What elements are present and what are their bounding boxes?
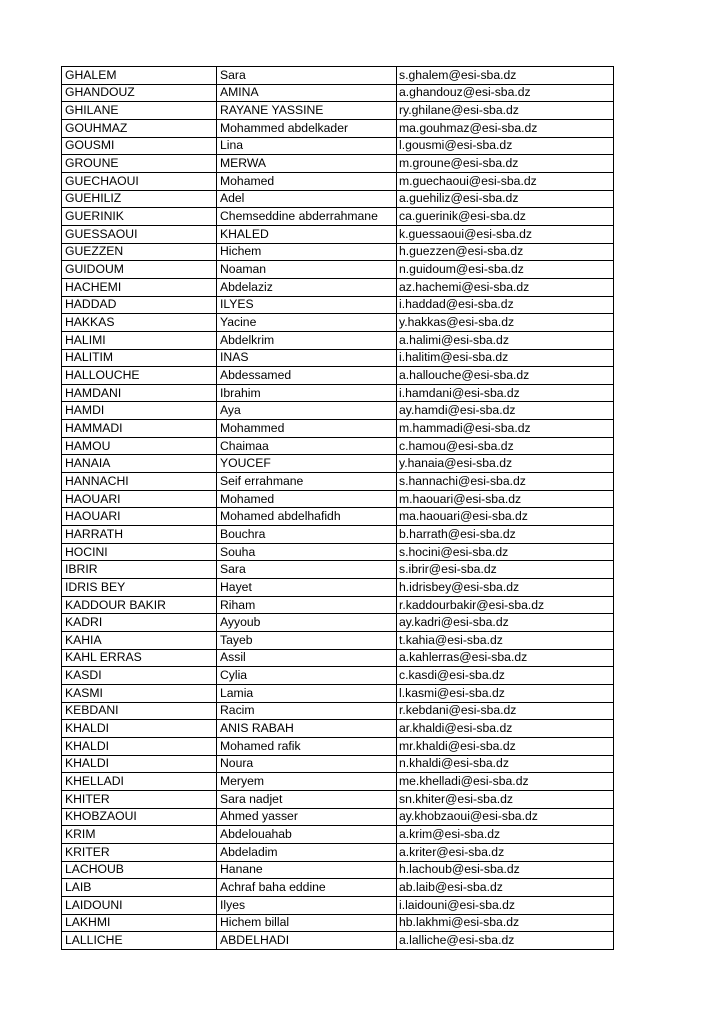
last-name-cell: HALIMI xyxy=(62,331,217,349)
first-name-cell: Chaimaa xyxy=(217,437,397,455)
table-row xyxy=(62,879,614,897)
table-row xyxy=(62,790,614,808)
first-name-cell: Mohammed xyxy=(217,420,397,438)
student-table xyxy=(61,66,614,950)
email-cell: h.guezzen@esi-sba.dz xyxy=(397,243,614,261)
table-row xyxy=(62,755,614,773)
first-name-cell: Bouchra xyxy=(217,526,397,544)
table-row xyxy=(62,932,614,950)
first-name-cell: Mohammed abdelkader xyxy=(217,119,397,137)
table-row xyxy=(62,526,614,544)
email-cell: i.halitim@esi-sba.dz xyxy=(397,349,614,367)
table-row xyxy=(62,172,614,190)
first-name-cell: Cylia xyxy=(217,667,397,685)
email-cell: a.kriter@esi-sba.dz xyxy=(397,843,614,861)
email-cell: y.hanaia@esi-sba.dz xyxy=(397,455,614,473)
first-name-cell: Ilyes xyxy=(217,896,397,914)
last-name-cell: HAMMADI xyxy=(62,420,217,438)
last-name-cell: GHILANE xyxy=(62,102,217,120)
table-row xyxy=(62,614,614,632)
last-name-cell: KASDI xyxy=(62,667,217,685)
last-name-cell: GUIDOUM xyxy=(62,261,217,279)
last-name-cell: KAHIA xyxy=(62,632,217,650)
table-row xyxy=(62,737,614,755)
first-name-cell: Noaman xyxy=(217,261,397,279)
email-cell: hb.lakhmi@esi-sba.dz xyxy=(397,914,614,932)
table-row xyxy=(62,119,614,137)
last-name-cell: HADDAD xyxy=(62,296,217,314)
first-name-cell: Yacine xyxy=(217,314,397,332)
last-name-cell: HOCINI xyxy=(62,543,217,561)
table-row xyxy=(62,67,614,85)
last-name-cell: HACHEMI xyxy=(62,278,217,296)
last-name-cell: KADRI xyxy=(62,614,217,632)
last-name-cell: HANNACHI xyxy=(62,473,217,491)
last-name-cell: KHALDI xyxy=(62,720,217,738)
email-cell: a.krim@esi-sba.dz xyxy=(397,826,614,844)
email-cell: c.kasdi@esi-sba.dz xyxy=(397,667,614,685)
first-name-cell: Souha xyxy=(217,543,397,561)
table-row xyxy=(62,102,614,120)
last-name-cell: KRITER xyxy=(62,843,217,861)
email-cell: m.groune@esi-sba.dz xyxy=(397,155,614,173)
table-row xyxy=(62,649,614,667)
email-cell: ar.khaldi@esi-sba.dz xyxy=(397,720,614,738)
table-row xyxy=(62,278,614,296)
first-name-cell: Hayet xyxy=(217,579,397,597)
last-name-cell: KHALDI xyxy=(62,755,217,773)
last-name-cell: HAOUARI xyxy=(62,490,217,508)
email-cell: i.haddad@esi-sba.dz xyxy=(397,296,614,314)
first-name-cell: Racim xyxy=(217,702,397,720)
email-cell: a.hallouche@esi-sba.dz xyxy=(397,367,614,385)
email-cell: s.hannachi@esi-sba.dz xyxy=(397,473,614,491)
last-name-cell: HAMOU xyxy=(62,437,217,455)
last-name-cell: GHALEM xyxy=(62,67,217,85)
table-row xyxy=(62,667,614,685)
first-name-cell: Sara nadjet xyxy=(217,790,397,808)
table-row xyxy=(62,861,614,879)
first-name-cell: Mohamed rafik xyxy=(217,737,397,755)
email-cell: l.gousmi@esi-sba.dz xyxy=(397,137,614,155)
email-cell: a.halimi@esi-sba.dz xyxy=(397,331,614,349)
last-name-cell: LAIB xyxy=(62,879,217,897)
table-row xyxy=(62,843,614,861)
first-name-cell: Abdelouahab xyxy=(217,826,397,844)
table-row xyxy=(62,702,614,720)
last-name-cell: LAKHMI xyxy=(62,914,217,932)
first-name-cell: MERWA xyxy=(217,155,397,173)
email-cell: mr.khaldi@esi-sba.dz xyxy=(397,737,614,755)
table-row xyxy=(62,314,614,332)
first-name-cell: Assil xyxy=(217,649,397,667)
last-name-cell: GHANDOUZ xyxy=(62,84,217,102)
last-name-cell: HARRATH xyxy=(62,526,217,544)
first-name-cell: Achraf baha eddine xyxy=(217,879,397,897)
email-cell: s.hocini@esi-sba.dz xyxy=(397,543,614,561)
table-row xyxy=(62,225,614,243)
first-name-cell: Hanane xyxy=(217,861,397,879)
last-name-cell: HANAIA xyxy=(62,455,217,473)
email-cell: me.khelladi@esi-sba.dz xyxy=(397,773,614,791)
first-name-cell: Mohamed abdelhafidh xyxy=(217,508,397,526)
email-cell: m.haouari@esi-sba.dz xyxy=(397,490,614,508)
table-row xyxy=(62,367,614,385)
first-name-cell: Abdelkrim xyxy=(217,331,397,349)
email-cell: n.khaldi@esi-sba.dz xyxy=(397,755,614,773)
table-row xyxy=(62,808,614,826)
first-name-cell: Hichem billal xyxy=(217,914,397,932)
last-name-cell: HAMDI xyxy=(62,402,217,420)
table-row xyxy=(62,349,614,367)
last-name-cell: KASMI xyxy=(62,684,217,702)
last-name-cell: HAMDANI xyxy=(62,384,217,402)
email-cell: sn.khiter@esi-sba.dz xyxy=(397,790,614,808)
first-name-cell: Ahmed yasser xyxy=(217,808,397,826)
email-cell: ay.hamdi@esi-sba.dz xyxy=(397,402,614,420)
email-cell: l.kasmi@esi-sba.dz xyxy=(397,684,614,702)
table-row xyxy=(62,579,614,597)
last-name-cell: IDRIS BEY xyxy=(62,579,217,597)
first-name-cell: Lamia xyxy=(217,684,397,702)
email-cell: m.hammadi@esi-sba.dz xyxy=(397,420,614,438)
last-name-cell: KADDOUR BAKIR xyxy=(62,596,217,614)
table-row xyxy=(62,155,614,173)
last-name-cell: KHITER xyxy=(62,790,217,808)
first-name-cell: INAS xyxy=(217,349,397,367)
email-cell: a.guehiliz@esi-sba.dz xyxy=(397,190,614,208)
email-cell: b.harrath@esi-sba.dz xyxy=(397,526,614,544)
last-name-cell: HALLOUCHE xyxy=(62,367,217,385)
last-name-cell: KHELLADI xyxy=(62,773,217,791)
first-name-cell: Tayeb xyxy=(217,632,397,650)
last-name-cell: GUEZZEN xyxy=(62,243,217,261)
email-cell: k.guessaoui@esi-sba.dz xyxy=(397,225,614,243)
email-cell: ay.kadri@esi-sba.dz xyxy=(397,614,614,632)
first-name-cell: Chemseddine abderrahmane xyxy=(217,208,397,226)
last-name-cell: LAIDOUNI xyxy=(62,896,217,914)
email-cell: ma.gouhmaz@esi-sba.dz xyxy=(397,119,614,137)
email-cell: m.guechaoui@esi-sba.dz xyxy=(397,172,614,190)
first-name-cell: Riham xyxy=(217,596,397,614)
first-name-cell: Hichem xyxy=(217,243,397,261)
table-row xyxy=(62,84,614,102)
table-row xyxy=(62,208,614,226)
table-row xyxy=(62,720,614,738)
first-name-cell: ABDELHADI xyxy=(217,932,397,950)
table-row xyxy=(62,243,614,261)
email-cell: ca.guerinik@esi-sba.dz xyxy=(397,208,614,226)
last-name-cell: GUERINIK xyxy=(62,208,217,226)
table-row xyxy=(62,914,614,932)
table-row xyxy=(62,137,614,155)
first-name-cell: Sara xyxy=(217,561,397,579)
table-row xyxy=(62,402,614,420)
email-cell: i.hamdani@esi-sba.dz xyxy=(397,384,614,402)
last-name-cell: GOUSMI xyxy=(62,137,217,155)
student-table-body xyxy=(62,67,614,950)
first-name-cell: Ibrahim xyxy=(217,384,397,402)
table-row xyxy=(62,543,614,561)
table-row xyxy=(62,632,614,650)
last-name-cell: LACHOUB xyxy=(62,861,217,879)
email-cell: a.lalliche@esi-sba.dz xyxy=(397,932,614,950)
table-row xyxy=(62,773,614,791)
email-cell: az.hachemi@esi-sba.dz xyxy=(397,278,614,296)
first-name-cell: Abdessamed xyxy=(217,367,397,385)
email-cell: ry.ghilane@esi-sba.dz xyxy=(397,102,614,120)
table-row xyxy=(62,508,614,526)
first-name-cell: RAYANE YASSINE xyxy=(217,102,397,120)
email-cell: t.kahia@esi-sba.dz xyxy=(397,632,614,650)
table-row xyxy=(62,561,614,579)
first-name-cell: Meryem xyxy=(217,773,397,791)
table-row xyxy=(62,473,614,491)
first-name-cell: Aya xyxy=(217,402,397,420)
email-cell: r.kaddourbakir@esi-sba.dz xyxy=(397,596,614,614)
table-row xyxy=(62,896,614,914)
email-cell: s.ghalem@esi-sba.dz xyxy=(397,67,614,85)
email-cell: i.laidouni@esi-sba.dz xyxy=(397,896,614,914)
last-name-cell: KAHL ERRAS xyxy=(62,649,217,667)
last-name-cell: HAOUARI xyxy=(62,508,217,526)
table-row xyxy=(62,684,614,702)
table-row xyxy=(62,296,614,314)
email-cell: ma.haouari@esi-sba.dz xyxy=(397,508,614,526)
email-cell: c.hamou@esi-sba.dz xyxy=(397,437,614,455)
last-name-cell: GUEHILIZ xyxy=(62,190,217,208)
table-row xyxy=(62,384,614,402)
first-name-cell: Ayyoub xyxy=(217,614,397,632)
first-name-cell: ILYES xyxy=(217,296,397,314)
email-cell: h.lachoub@esi-sba.dz xyxy=(397,861,614,879)
email-cell: r.kebdani@esi-sba.dz xyxy=(397,702,614,720)
email-cell: y.hakkas@esi-sba.dz xyxy=(397,314,614,332)
first-name-cell: KHALED xyxy=(217,225,397,243)
table-row xyxy=(62,455,614,473)
last-name-cell: GOUHMAZ xyxy=(62,119,217,137)
last-name-cell: GUESSAOUI xyxy=(62,225,217,243)
last-name-cell: KRIM xyxy=(62,826,217,844)
first-name-cell: Seif errahmane xyxy=(217,473,397,491)
first-name-cell: Abdelaziz xyxy=(217,278,397,296)
email-cell: h.idrisbey@esi-sba.dz xyxy=(397,579,614,597)
email-cell: s.ibrir@esi-sba.dz xyxy=(397,561,614,579)
first-name-cell: Abdeladim xyxy=(217,843,397,861)
first-name-cell: Mohamed xyxy=(217,172,397,190)
first-name-cell: Noura xyxy=(217,755,397,773)
first-name-cell: Lina xyxy=(217,137,397,155)
first-name-cell: Sara xyxy=(217,67,397,85)
last-name-cell: HAKKAS xyxy=(62,314,217,332)
first-name-cell: Mohamed xyxy=(217,490,397,508)
table-row xyxy=(62,190,614,208)
last-name-cell: KHOBZAOUI xyxy=(62,808,217,826)
table-row xyxy=(62,826,614,844)
table-row xyxy=(62,331,614,349)
email-cell: ab.laib@esi-sba.dz xyxy=(397,879,614,897)
table-row xyxy=(62,437,614,455)
email-cell: a.kahlerras@esi-sba.dz xyxy=(397,649,614,667)
table-row xyxy=(62,490,614,508)
last-name-cell: KHALDI xyxy=(62,737,217,755)
email-cell: ay.khobzaoui@esi-sba.dz xyxy=(397,808,614,826)
first-name-cell: Adel xyxy=(217,190,397,208)
table-row xyxy=(62,261,614,279)
table-row xyxy=(62,420,614,438)
email-cell: n.guidoum@esi-sba.dz xyxy=(397,261,614,279)
last-name-cell: IBRIR xyxy=(62,561,217,579)
table-row xyxy=(62,596,614,614)
email-cell: a.ghandouz@esi-sba.dz xyxy=(397,84,614,102)
last-name-cell: KEBDANI xyxy=(62,702,217,720)
first-name-cell: ANIS RABAH xyxy=(217,720,397,738)
first-name-cell: AMINA xyxy=(217,84,397,102)
last-name-cell: GROUNE xyxy=(62,155,217,173)
last-name-cell: HALITIM xyxy=(62,349,217,367)
last-name-cell: GUECHAOUI xyxy=(62,172,217,190)
last-name-cell: LALLICHE xyxy=(62,932,217,950)
first-name-cell: YOUCEF xyxy=(217,455,397,473)
